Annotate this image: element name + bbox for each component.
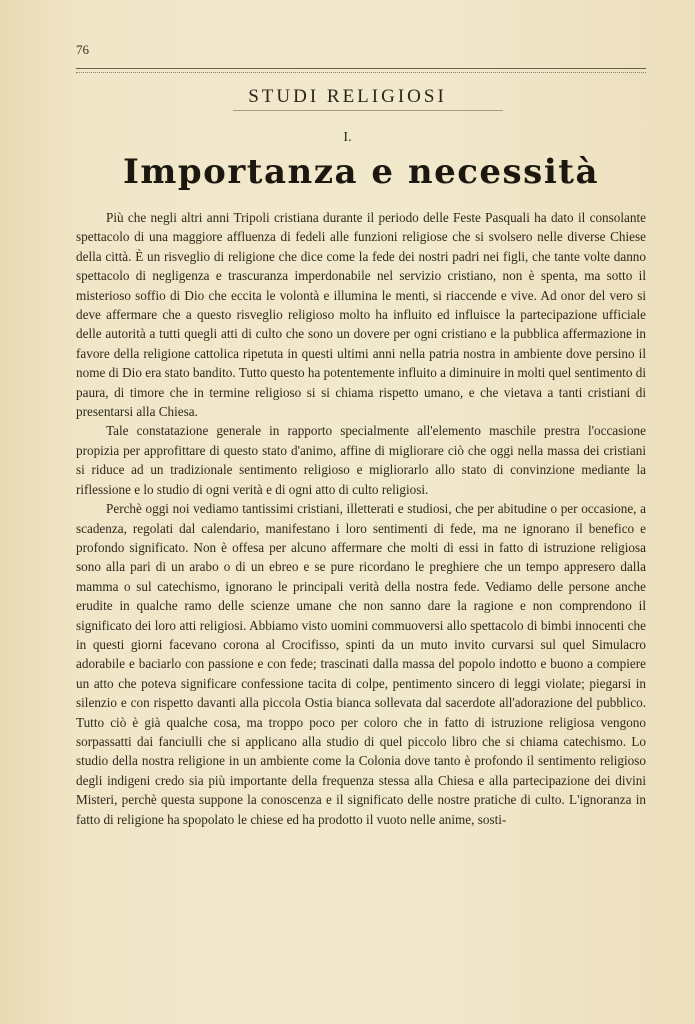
section-underline	[233, 110, 503, 111]
article-body	[76, 208, 646, 829]
paragraph-3: Perchè oggi noi vediamo tantissimi cristiani, illetterati e studiosi, che per abitudine o per occasione, a scadenza, regolati dal calendario, manifestano i loro sentimenti di fede, ma ne ignorano il benefico e profondo significato. Non è offesa per alcuno affermare che molti di essi in fatto di istruzione religiosa sono alla pari di un arabo o di un ebreo e se pure ricordano le preghiere che un tempo appresero dalla mamma o sul catechismo, ignorano le principali verità della nostra fede. Vediamo delle persone anche erudite in qualche ramo delle scienze umane che non sanno dare la ragione e non comprendono il significato dei loro atti religiosi. Abbiamo visto uomini commuoversi allo spettacolo di bimbi innocenti che in questi giorni facevano corona al Crocifisso, spinti da un muto invito curvarsi sul quel Simulacro adorabile e baciarlo con passione e con fede; trascinati dalla massa del popolo indotto e buono a compiere un atto che poteva significare confessione tacita di colpe, pentimento sincero di leggi violate; piegarsi in silenzio e con rispetto davanti alla piccola Ostia bianca sollevata dal sacerdote all'adorazione del pubblico. Tutto ciò è già qualche cosa, ma troppo poco per coloro che in fatto di istruzione religiosa vengono sorpassatti dai fanciulli che si applicano alla studio di quel piccolo libro che si chiama catechismo. Lo studio della nostra religione in un ambiente come la Colonia dove tanto è profondo il sentimento religioso degli indigeni credo sia più importante della frequenza stessa alla Chiesa e alla partecipazione dei divini Misteri, perchè questa suppone la conoscenza e il significato delle nostre pratiche di culto. L'ignoranza in fatto di religione ha spopolato le chiese ed ha prodotto il vuoto nelle anime, sosti-	[76, 501, 646, 827]
chapter-numeral: I.	[343, 130, 352, 145]
header-rule-dotted	[76, 72, 646, 73]
header-rule	[76, 68, 646, 69]
paragraph-1: Più che negli altri anni Tripoli cristiana durante il periodo delle Feste Pasquali ha dato il consolante spettacolo di una maggiore affluenza di fedeli alle funzioni religiose che si svolsero nelle diverse Chiese della città. È un risveglio di religione che dice come la fede dei nostri padri nei figli, che tante volte danno spettacolo di negligenza e trascuranza imperdonabile nel servizio cristiano, non è spenta, ma sotto il misterioso soffio di Dio che eccita le volontà e illumina le menti, si riaccende e vive. Ad onor del vero si deve affermare che a questo risveglio religioso molto ha influito ed influisce la partecipazione ufficiale delle autorità a tutti quegli atti di culto che sono un dovere per ogni cristiano e la pubblica affermazione in favore della religione cattolica ripetuta in questi ultimi anni nella patria nostra in ambiente dove persino il nome di Dio era stato bandito. Tutto questo ha potentemente influito a diminuire in molti quel sentimento di paura, di timore che in termine religioso si si chiama rispetto umano, e che vietava a tanti cristiani di presentarsi alla Chiesa.	[76, 210, 646, 420]
section-title: STUDI RELIGIOSI	[248, 86, 447, 107]
page-number: 76	[76, 42, 89, 57]
paragraph-2: Tale constatazione generale in rapporto specialmente all'elemento maschile prestra l'occasione propizia per approfittare di questo stato d'animo, affine di migliorare ciò che oggi nella massa dei cristiani si riduce ad un tradizionale sentimento religioso e migliorarlo allo stato di convinzione mediante la riflessione e lo studio di ogni verità e di ogni atto di culto religiosi.	[76, 423, 646, 497]
article-title: Importanza e necessità	[123, 152, 599, 192]
